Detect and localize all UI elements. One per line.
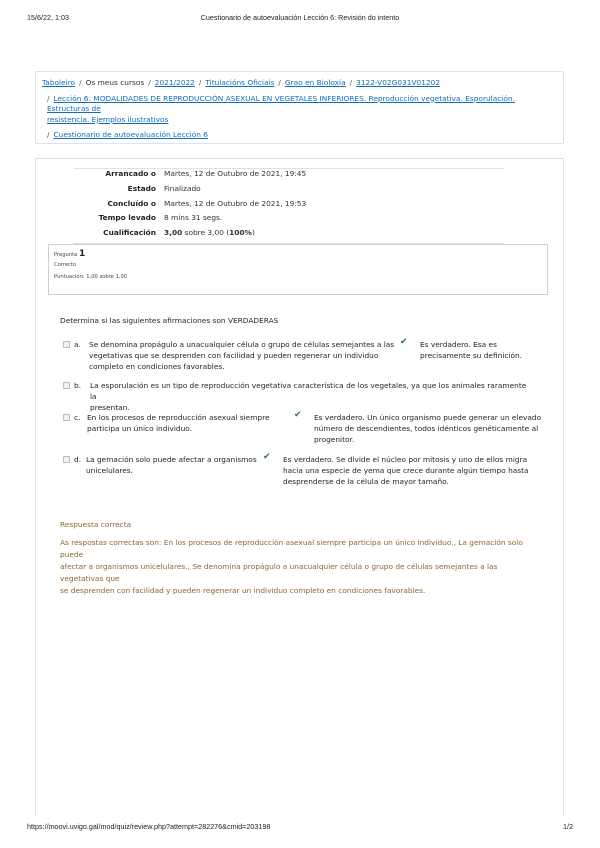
question-info: [48, 244, 548, 295]
print-date: 15/6/22, 1:03: [27, 13, 69, 22]
option-a-feedback: Es verdadero. Esa es precisamente su definición.: [420, 340, 523, 360]
breadcrumb-dashboard[interactable]: Taboleiro: [42, 78, 76, 87]
print-page-count: 1/2: [563, 822, 573, 831]
correct-answer-feedback: [60, 519, 530, 597]
option-d[interactable]: d. La gemación solo puede afectar a organismos unicelulares.: [63, 454, 263, 478]
response-correct: Respuesta correcta: [60, 520, 132, 529]
option-c-checkbox[interactable]: [63, 414, 70, 421]
option-a-checkbox[interactable]: [63, 341, 70, 348]
breadcrumb-quiz[interactable]: Cuestionario de autoevaluación Lección 6: [53, 130, 208, 140]
option-c[interactable]: c. En los procesos de reproducción asexual siempre participa un único individuo.: [63, 412, 293, 436]
option-b[interactable]: b. La esporulación es un tipo de reproducción vegetativa característica de los vegetales, ya que los animales raramente la presentan.: [63, 380, 533, 404]
breadcrumb: Taboleiro / Os meus cursos / 2021/2022 / Titulacións Oficiais / Grao en Bioloxía / 3122-V02G031V01202 / Lección 6: MODALIDADES DE REPRODUCCIÓN ASEXUAL EN VEGETALES INFERIORES. Reproducción vegetativa. Esporulación. Estructuras de resistencia. Ejemplos ilustrativos / Cuestionario de autoevaluación Lección 6: [35, 71, 564, 144]
summary-started: Arrancado o Martes, 12 de Outubro de 2021, 19:45: [105, 169, 307, 178]
summary-completed: Concluído o Martes, 12 de Outubro de 2021, 19:53: [107, 198, 307, 208]
summary-state: Estado Finalizado: [127, 183, 201, 193]
option-d-checkbox[interactable]: [63, 456, 70, 463]
check-icon: ✔: [400, 337, 408, 347]
option-b-checkbox[interactable]: [63, 382, 70, 389]
check-icon: ✔: [294, 410, 302, 420]
attempt-summary: [74, 169, 306, 243]
option-c-feedback: Es verdadero. Un único organismo puede generar un elevado número de descendientes, todos idénticos genéticamente al progenitor.: [314, 413, 542, 444]
question-text: Determina si las siguientes afirmaciones son VERDADERAS: [60, 316, 279, 325]
summary-grade: Cualificación 3,00 sobre 3,00 (100%): [103, 228, 255, 238]
breadcrumb-my-courses: Os meus cursos: [85, 78, 145, 87]
breadcrumb-lesson[interactable]: Lección 6: MODALIDADES DE REPRODUCCIÓN ASEXUAL EN VEGETALES INFERIORES. Reproducción vegetativa. Esporulación. Estructuras de: [47, 93, 515, 114]
question-state: Correcto: [54, 262, 77, 268]
question-number: Pregunta 1: [54, 249, 86, 259]
print-footer: [0, 822, 600, 834]
breadcrumb-lesson-continued[interactable]: resistencia. Ejemplos ilustrativos: [47, 114, 169, 124]
summary-time: Tempo levado 8 mins 31 segs.: [98, 213, 223, 223]
option-a[interactable]: a. Se denomina propágulo a unacualquier célula o grupo de células semejantes a las vegetativas que se desprenden con facilidad y pueden regenerar un individuo completo en condiciones favorables.: [63, 339, 403, 373]
breadcrumb-biology-degree[interactable]: Grao en Bioloxía: [284, 78, 346, 87]
question-mark: Puntuación: 1,00 sobre 1,00: [54, 274, 128, 280]
check-icon: ✔: [263, 452, 271, 462]
breadcrumb-year[interactable]: 2021/2022: [154, 78, 195, 87]
correct-answers-text: As respostas correctas son: En los procesos de reproducción asexual siempre participa un único individuo., La gemación solo puede afectar a organismos unicelulares., Se denomina propágulo a unacualquier célula o grupo de células semejantes a las vegetativas que se desprenden con facilidad y pueden regenerar un individuo completo en condiciones favorables.: [60, 538, 523, 595]
breadcrumb-official-degrees[interactable]: Titulacións Oficiais: [205, 78, 275, 87]
print-header: [0, 13, 600, 25]
option-d-feedback: Es verdadero. Se divide el núcleo por mitosis y uno de ellos migra hacia una especie de yema que crece durante algún tiempo hasta desprenderse de la célula de mayor tamaño.: [283, 455, 529, 486]
review-panel: [35, 158, 564, 816]
breadcrumb-course[interactable]: 3122-V02G031V01202: [356, 78, 441, 87]
print-url: https://moovi.uvigo.gal/mod/quiz/review.php?attempt=282276&cmid=203198: [27, 822, 271, 831]
print-title: Cuestionario de autoevaluación Lección 6: Revisión do intento: [200, 13, 400, 22]
